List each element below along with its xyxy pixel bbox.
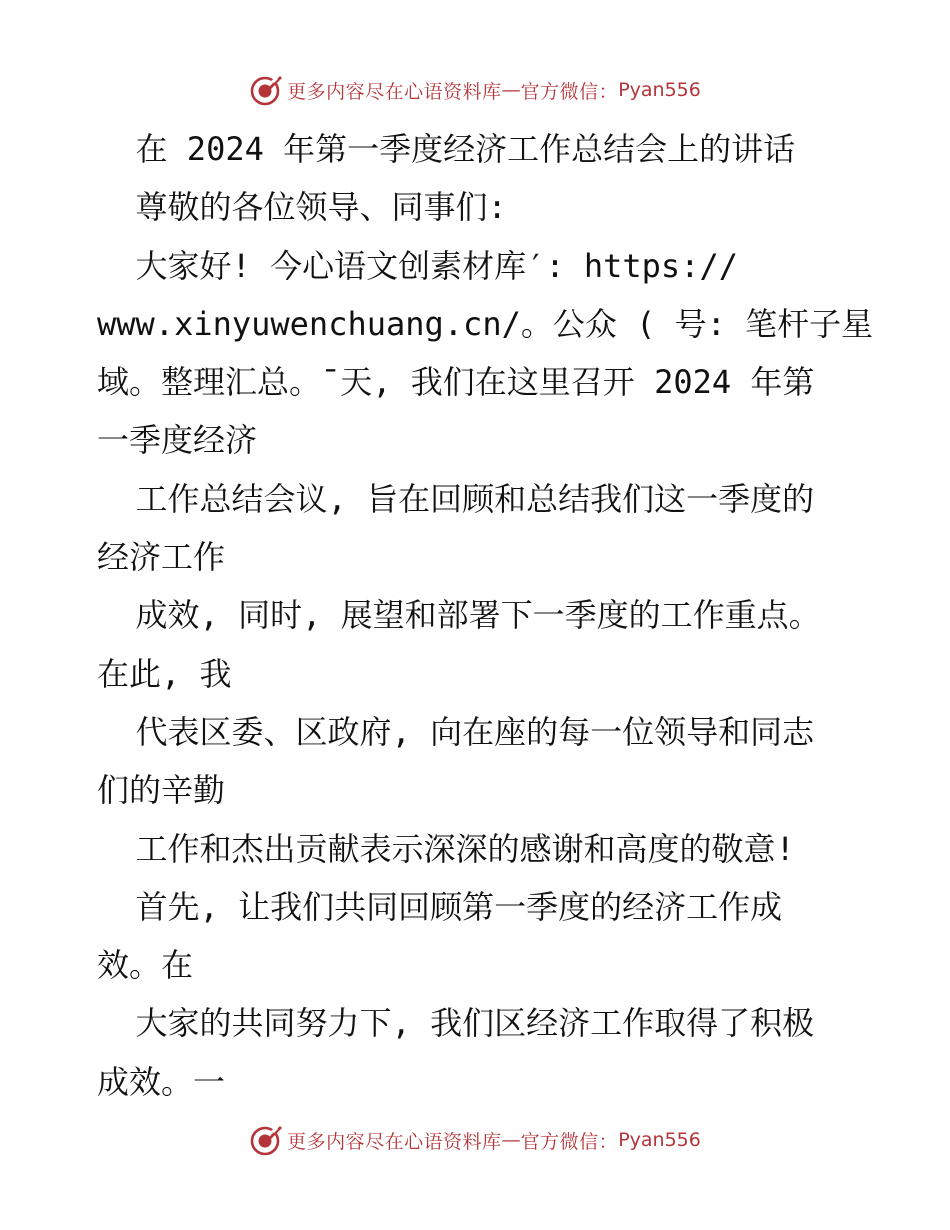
text-line: 大家的共同努力下, 我们区经济工作取得了积极	[97, 1004, 815, 1043]
text-line: 成效, 同时, 展望和部署下一季度的工作重点。	[97, 596, 821, 635]
text-line: 在 2024 年第一季度经济工作总结会上的讲话	[97, 130, 796, 168]
banner-official-label: 官方微信：	[520, 80, 619, 103]
text-line: 成效。一	[97, 1062, 226, 1101]
text-line: 效。在	[97, 946, 194, 985]
document-body	[97, 120, 887, 1111]
text-line: 域。整理汇总。¯天, 我们在这里召开 2024 年第	[97, 363, 815, 402]
banner-separator: —	[501, 1129, 521, 1151]
text-line: 尊敬的各位领导、同事们:	[97, 188, 507, 227]
quill-seal-icon	[249, 73, 283, 107]
banner-separator: —	[501, 79, 521, 101]
banner-account: Pyan556	[618, 79, 701, 101]
text-line: 大家好! 今心语文创素材库′: https://	[97, 246, 738, 285]
text-line: 首先, 让我们共同回顾第一季度的经济工作成	[97, 887, 783, 926]
text-line: 在此, 我	[97, 654, 232, 693]
banner-text: 更多内容尽在心语资料库	[287, 1130, 502, 1153]
text-line: 代表区委、区政府, 向在座的每一位领导和同志	[97, 712, 815, 751]
footer-banner	[0, 1120, 950, 1160]
banner-account: Pyan556	[618, 1129, 701, 1151]
banner-text: 更多内容尽在心语资料库	[287, 80, 502, 103]
text-line: 工作总结会议, 旨在回顾和总结我们这一季度的	[97, 479, 815, 518]
quill-seal-icon	[249, 1123, 283, 1157]
banner-official-label: 官方微信：	[520, 1130, 619, 1153]
text-line: www.xinyuwenchuang.cn/。公众 ( 号: 笔杆子星	[97, 304, 874, 343]
text-line: 经济工作	[97, 538, 226, 577]
text-line: 一季度经济	[97, 421, 258, 460]
text-line: 工作和杰出贡献表示深深的感谢和高度的敬意!	[97, 829, 795, 868]
header-banner	[0, 70, 950, 110]
text-line: 们的辛勤	[97, 771, 226, 810]
